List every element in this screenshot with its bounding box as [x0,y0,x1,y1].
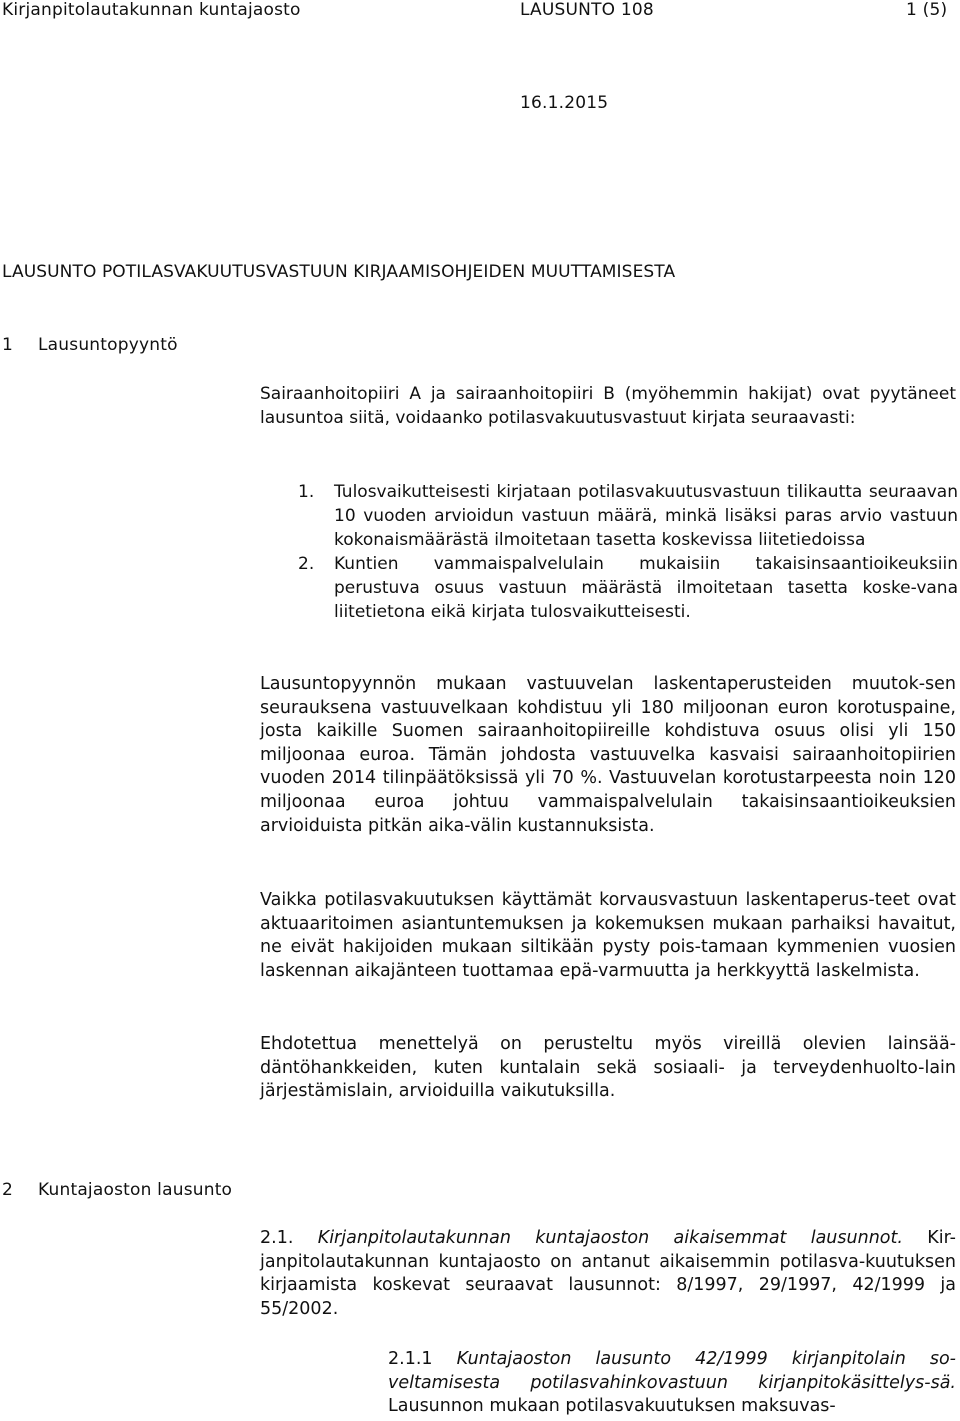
header-doc-id: LAUSUNTO 108 [520,0,654,20]
section-2-number: 2 [2,1180,14,1200]
list-item-number: 1. [298,482,315,502]
header-date: 16.1.2015 [520,93,609,113]
subsection-2-1-1-title: Kuntajaoston lausunto 42/1999 kirjanpitolain so-veltamisesta potilasvahinkovastuun kirjanpitokäsittelys-sä. [388,1349,956,1393]
header-page-number: 1 (5) [906,0,948,20]
header-org: Kirjanpitolautakunnan kuntajaosto [2,0,301,20]
section-2-heading: Kuntajaoston lausunto [38,1180,233,1200]
subsection-2-1-1 [388,1348,956,1419]
section-1-heading: Lausuntopyyntö [38,335,178,355]
section-1-intro: Sairaanhoitopiiri A ja sairaanhoitopiiri B (myöhemmin hakijat) ovat pyytäneet lausuntoa siitä, voidaanko potilasvakuutusvastuut kirjata seuraavasti: [260,384,956,428]
request-list [298,480,958,624]
list-item [298,552,958,624]
list-item [298,480,958,552]
section-1-paragraph-3: Ehdotettua menettelyä on perusteltu myös vireillä olevien lainsää-däntöhankkeiden, kuten kuntalain sekä sosiaali- ja terveydenhuolto-lain järjestämislain, arvioiduilla vaikutuksilla. [260,1034,956,1102]
subsection-2-1-1-text: Lausunnon mukaan potilasvakuutuksen maksuvas- [388,1396,836,1417]
subsection-2-1-title: Kirjanpitolautakunnan kuntajaoston aikaisemmat lausunnot. [317,1228,903,1248]
subsection-2-1-number: 2.1. [260,1228,294,1248]
subsection-2-1-text: Kir-janpitolautakunnan kuntajaosto on antanut aikaisemmin potilasva-kuutuksen kirjaamista koskevat seuraavat lausunnot: 8/1997, 29/1997, 42/1999 ja 55/2002. [260,1228,956,1319]
subsection-2-1 [260,1227,956,1321]
section-1-paragraph-2: Vaikka potilasvakuutuksen käyttämät korvausvastuun laskentaperus-teet ovat aktuaaritoimen asiantuntemuksen ja kokemuksen mukaan parhaiksi havaitut, ne eivät hakijoiden mukaan siltikään pysty pois-tamaan kymmenien vuosien laskennan aikajänteen tuottamaa epä-varmuutta ja herkkyyttä laskelmista. [260,890,956,981]
list-item-number: 2. [298,554,315,574]
document-title: LAUSUNTO POTILASVAKUUTUSVASTUUN KIRJAAMISOHJEIDEN MUUTTAMISESTA [2,262,676,282]
subsection-2-1-1-number: 2.1.1 [388,1349,433,1369]
section-1-paragraph-1: Lausuntopyynnön mukaan vastuuvelan laskentaperusteiden muutok-sen seurauksena vastuuvelkaan kohdistuu yli 180 miljoonan euron korotuspaine, josta kaikille Suomen sairaanhoitopiireille kohdistuva osuus olisi yli 150 miljoonaa euroa. Tämän johdosta vastuuvelka kasvaisi sairaanhoitopiirien vuoden 2014 tilinpäätöksissä yli 70 %. Vastuuvelan korotustarpeesta noin 120 miljoonaa euroa johtuu vammaispalvelulain takaisinsaantioikeuksien arvioiduista pitkän aika-välin kustannuksista. [260,674,956,836]
section-1-number: 1 [2,335,14,355]
list-item-text: Kuntien vammaispalvelulain mukaisiin takaisinsaantioikeuksiin perustuva osuus vastuun määrästä ilmoitetaan tasetta koske-vana liitetietona eikä kirjata tulosvaikutteisesti. [334,554,958,622]
list-item-text: Tulosvaikutteisesti kirjataan potilasvakuutusvastuun tilikautta seuraavan 10 vuoden arvioidun vastuun määrä, minkä lisäksi paras arvio vastuun kokonaismäärästä ilmoitetaan tasetta koskevissa liitetiedoissa [334,482,958,550]
